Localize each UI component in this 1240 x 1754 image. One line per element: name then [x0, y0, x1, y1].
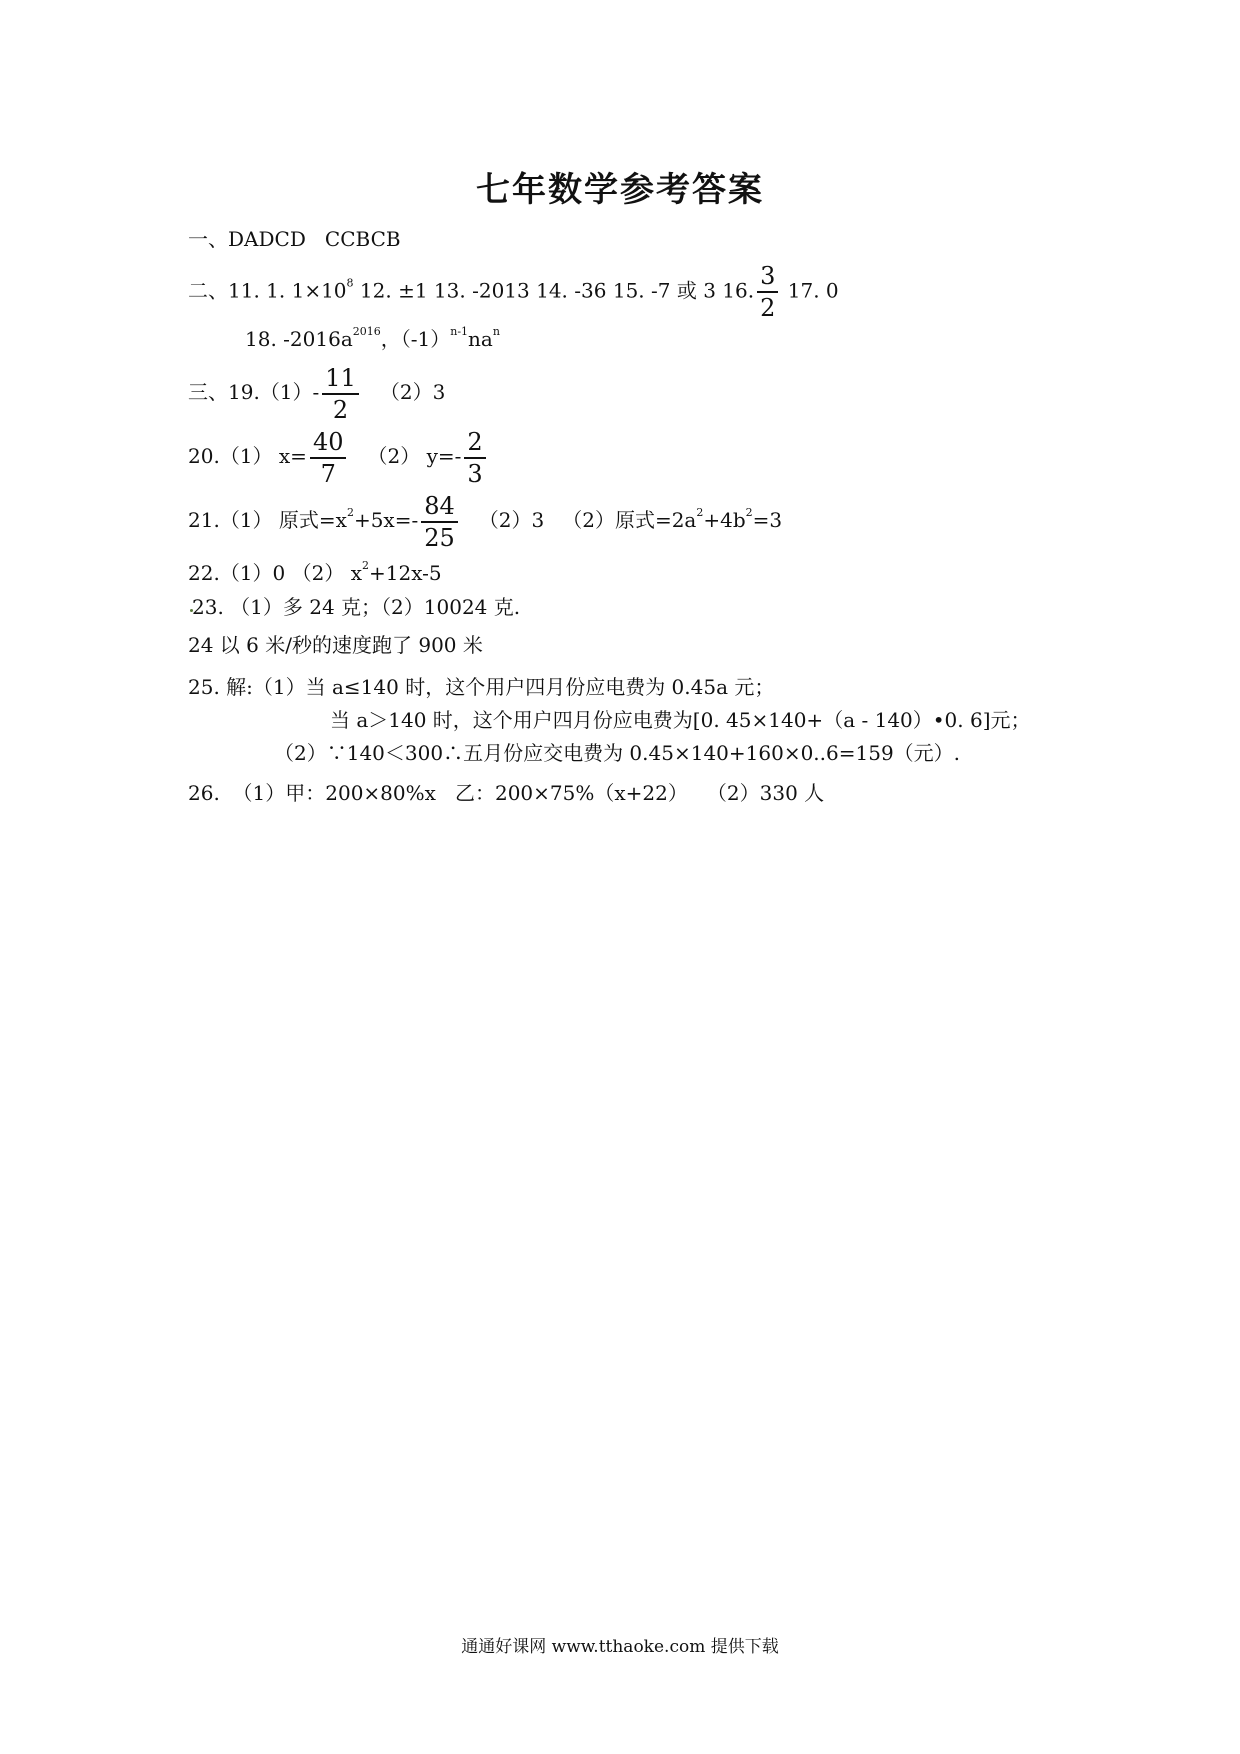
q19-answer [188, 362, 445, 422]
q20-part2-prefix: （2） y=- [367, 444, 462, 468]
q21-numerator: 84 [421, 492, 458, 523]
q21-fraction [421, 492, 458, 552]
q15-answer: 15. -7 或 3 [612, 278, 716, 303]
q12-answer: 12. ±1 [359, 278, 428, 303]
q25-line-2: 当 a＞140 时，这个用户四月份应电费为[0. 45×140+（a - 140）•0. 6]元； [330, 708, 1031, 732]
q11-exponent: 8 [346, 276, 354, 290]
q16-numerator: 3 [757, 262, 778, 293]
q21-part3-end: =3 [752, 508, 783, 532]
q22-exponent: 2 [362, 559, 369, 572]
q20-fraction-1 [310, 428, 347, 488]
q21-part3-prefix: （2）原式=2a [562, 508, 697, 532]
section-2-answers [188, 262, 839, 322]
q21-answer [188, 490, 782, 550]
q21-part1-middle: +5x=- [353, 508, 419, 532]
q19-part1-prefix: （1）- [259, 380, 320, 404]
q21-exponent-3: 2 [745, 506, 753, 519]
q26-answer: 26. （1）甲：200×80%x 乙：200×75%（x+22） （2）330 人 [188, 781, 825, 805]
q17-answer: 17. 0 [787, 278, 839, 303]
q22-part1: （1）0 [219, 561, 286, 585]
q21-exponent-2: 2 [696, 506, 704, 519]
q25-line-1: 25. 解:（1）当 a≤140 时，这个用户四月份应电费为 0.45a 元； [188, 675, 775, 699]
q18-middle: ，（-1） [380, 327, 451, 351]
page-footer: 通通好课网 www.tthaoke.com 提供下载 [461, 1637, 779, 1657]
section-1-label: 一、 [188, 227, 228, 251]
q18-exponent-2: n-1 [450, 325, 469, 338]
section-2-label: 二、 [188, 278, 228, 303]
q18-exponent-3: n [492, 325, 500, 338]
q19-fraction [322, 364, 359, 424]
q20-numerator-2: 2 [464, 428, 485, 459]
q20-numerator-1: 40 [310, 428, 347, 459]
q19-part2: （2）3 [379, 380, 446, 404]
q16-denominator: 2 [760, 294, 776, 322]
q21-part2: （2）3 [478, 508, 545, 532]
q23-answer: 23. （1）多 24 克；（2）10024 克. [192, 595, 521, 619]
q11-answer: 11. 1. 1×10 [228, 278, 347, 303]
q18-exponent-1: 2016 [352, 325, 381, 338]
q19-denominator: 2 [332, 395, 349, 424]
q14-answer: 14. -36 [536, 278, 607, 303]
q18-na: na [468, 327, 493, 351]
q20-denominator-2: 3 [467, 459, 483, 488]
q16-label: 16. [722, 278, 755, 303]
q22-part2-end: +12x-5 [369, 561, 442, 585]
q25-line-3: （2）∵140＜300∴五月份应交电费为 0.45×140+160×0..6=159（元）. [274, 741, 961, 765]
q20-denominator-1: 7 [320, 459, 336, 488]
q16-fraction [757, 262, 778, 322]
q19-label: 三、19. [188, 380, 260, 404]
section-1-text: DADCD CCBCB [228, 227, 401, 251]
q20-label: 20. [188, 444, 220, 468]
q21-part1-prefix: （1） 原式=x [219, 508, 347, 532]
q19-numerator: 11 [322, 364, 359, 395]
page-title: 七年数学参考答案 [476, 170, 764, 210]
section-1-answers [188, 226, 401, 252]
q21-denominator: 25 [424, 523, 455, 552]
q20-answer [188, 426, 489, 486]
q13-answer: 13. -2013 [433, 278, 530, 303]
q20-fraction-2 [464, 428, 485, 488]
q20-part1-prefix: （1） x= [219, 444, 307, 468]
q22-part2-prefix: （2） x [291, 561, 362, 585]
q21-label: 21. [188, 508, 220, 532]
q18-prefix: 18. -2016a [245, 327, 353, 351]
q22-answer [188, 560, 442, 586]
q22-label: 22. [188, 561, 220, 585]
q24-answer: 24 以 6 米/秒的速度跑了 900 米 [188, 633, 483, 657]
q21-part3-middle: +4b [703, 508, 746, 532]
q21-exponent-1: 2 [346, 506, 354, 519]
q18-answer [245, 326, 500, 352]
